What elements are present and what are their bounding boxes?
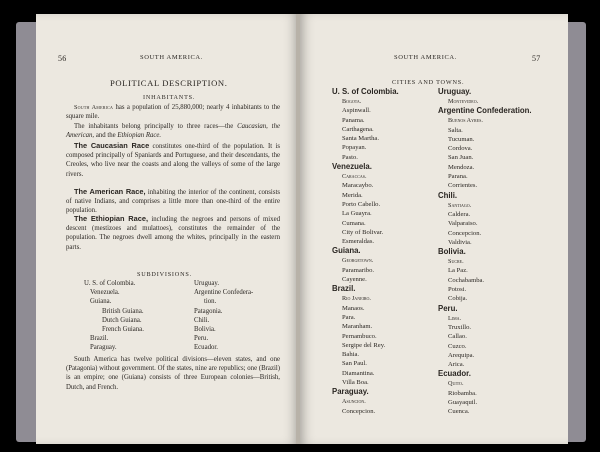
city-item: Caldera. [448,210,471,218]
city-item: Caraccas. [342,173,367,181]
city-item: Merida. [342,191,363,199]
city-item: Quito. [448,380,464,388]
city-item: Arica. [448,361,465,369]
city-item: Valdivia. [448,238,472,246]
city-item: Georgetown. [342,257,374,265]
city-item: Cayenne. [342,276,367,284]
city-item: Popayan. [342,144,367,152]
country-heading: Guiana. [332,246,361,256]
list-item: Bolivia. [194,326,216,334]
city-item: Santa Martha. [342,135,379,143]
country-heading: Venezuela. [332,162,372,172]
city-item: Salta. [448,126,463,134]
city-item: Riobamba. [448,389,477,397]
list-item: Guiana. [90,298,112,306]
subdivisions-title: SUBDIVISIONS. [137,271,192,278]
section-title: CITIES AND TOWNS. [392,79,465,86]
city-item: Pasto. [342,153,358,161]
cities-column-1 [332,87,399,416]
book-edge-right [566,22,586,442]
running-head: SOUTH AMERICA. [394,54,457,61]
city-item: La Guayra. [342,210,372,218]
list-item: Brazil. [90,335,109,343]
city-item: Pernambuco. [342,332,377,340]
paragraph-caucasian: The Caucasian Race constitutes one-third of the population. It is composed principally of Spaniards and Portuguese, and their descendants, the Creoles, who live near the coasts and along the valleys of some of the large rivers. [66,141,281,178]
left-page [36,14,298,444]
country-heading: Uruguay. [438,87,472,96]
page-number: 56 [58,54,67,63]
cities-column-2 [438,87,532,417]
list-item: Venezuela. [90,289,120,297]
city-item: Sucre. [448,258,464,266]
city-item: Callao. [448,333,467,341]
section-title: POLITICAL DESCRIPTION. [110,78,228,88]
city-item: Cordova. [448,145,473,153]
city-item: Lima. [448,314,462,322]
city-item: La Paz. [448,267,468,275]
country-heading: Argentine Confederation. [438,106,532,116]
list-item: Peru. [194,335,209,343]
city-item: Arequipa. [448,351,475,359]
list-item: Patagonia. [194,307,223,315]
city-item: San Paul. [342,360,367,368]
country-heading: Ecuador. [438,369,471,379]
city-item: Truxillo. [448,323,472,331]
city-item: Maranham. [342,323,373,331]
city-item: Porto Cabello. [342,200,381,208]
city-item: Sergipe del Rey. [342,341,386,349]
city-item: Guayaquil. [448,399,478,407]
city-item: San Juan. [448,154,474,162]
list-item: Dutch Guiana. [102,316,142,324]
country-heading: Bolivia. [438,247,466,257]
book-edge-left [16,22,38,442]
list-item: French Guiana. [102,326,144,334]
city-item: Parana. [448,173,468,181]
city-item: Para. [342,313,356,321]
country-heading: Paraguay. [332,387,369,397]
city-item: Villa Boa. [342,379,369,387]
city-item: Aspinwall. [342,107,371,115]
list-item: tion. [204,298,217,306]
running-head: SOUTH AMERICA. [140,54,203,61]
list-item: U. S. of Colombia. [84,280,136,287]
city-item: Esmeraldas. [342,238,375,246]
city-item: Bahia. [342,351,360,359]
city-item: Maracaybo. [342,182,374,190]
city-item: Buenos Ayres. [448,117,483,125]
city-item: Carthagena. [342,125,374,133]
page-number: 57 [532,54,541,63]
subdivisions-right-list [194,279,253,353]
country-heading: Chili. [438,190,458,200]
country-heading: Brazil. [332,284,356,294]
list-item: Argentine Confedera- [194,289,254,297]
city-item: Corrientes. [448,182,478,190]
city-item: Tucuman. [448,135,475,143]
paragraph-american: The American Race, inhabiting the interior of the continent, consists of native Indians, and comprises a little more than one-third of the entire population. [66,187,280,215]
city-item: Diamantina. [342,369,375,377]
city-item: Cobija. [448,295,468,303]
country-heading: U. S. of Colombia. [332,87,399,96]
city-item: Cumana. [342,219,366,227]
city-item: Paramaribo. [342,266,375,274]
list-item: British Guiana. [102,307,144,315]
paragraph-races: The inhabitants belong principally to three races—the Caucasian, the American, and the Ethiopian Race. [66,123,280,140]
subdivisions-left-list [84,279,144,353]
open-book [0,8,600,448]
city-item: Mendoza. [448,163,475,171]
city-item: Cuenca. [448,408,470,416]
city-item: Santiago. [448,201,472,209]
city-item: Panama. [342,116,365,124]
country-heading: Peru. [438,303,458,313]
list-item: Ecuador. [194,344,218,352]
city-item: Concepcion. [342,407,376,415]
city-item: Bogota. [342,98,362,105]
city-item: Concepcion. [448,229,482,237]
city-item: Rio Janeiro. [342,295,371,303]
city-item: Cochabamba. [448,276,485,284]
list-item: Uruguay. [194,280,220,287]
paragraph-ethiopian: The Ethiopian Race, including the negroes and persons of mixed descent (mestizoes and mulattoes), constitutes the remainder of the population. The negroes dwell among the whites, principally in the eastern parts. [66,214,280,251]
section-subtitle: INHABITANTS. [143,94,196,101]
paragraph-divisions: South America has twelve political divisions—eleven states, and one (Patagonia) without government. Of the states, nine are republics; one (Brazil) is an empire; one (Guiana) consists of three European colonies—British, Dutch, and French. [66,356,280,391]
city-item: Cuzco. [448,342,467,350]
city-item: Potosi. [448,286,467,294]
city-item: Manaos. [342,304,365,312]
paragraph-population: South America has a population of 25,880,000; nearly 4 inhabitants to the square mile. [66,104,280,121]
list-item: Chili. [194,316,210,324]
right-page [300,14,568,444]
list-item: Paraguay. [90,344,117,352]
city-item: City of Bolivar. [342,228,384,236]
city-item: Montevideo. [448,98,479,105]
city-item: Asuncion. [342,398,366,406]
city-item: Valparaiso. [448,220,478,228]
